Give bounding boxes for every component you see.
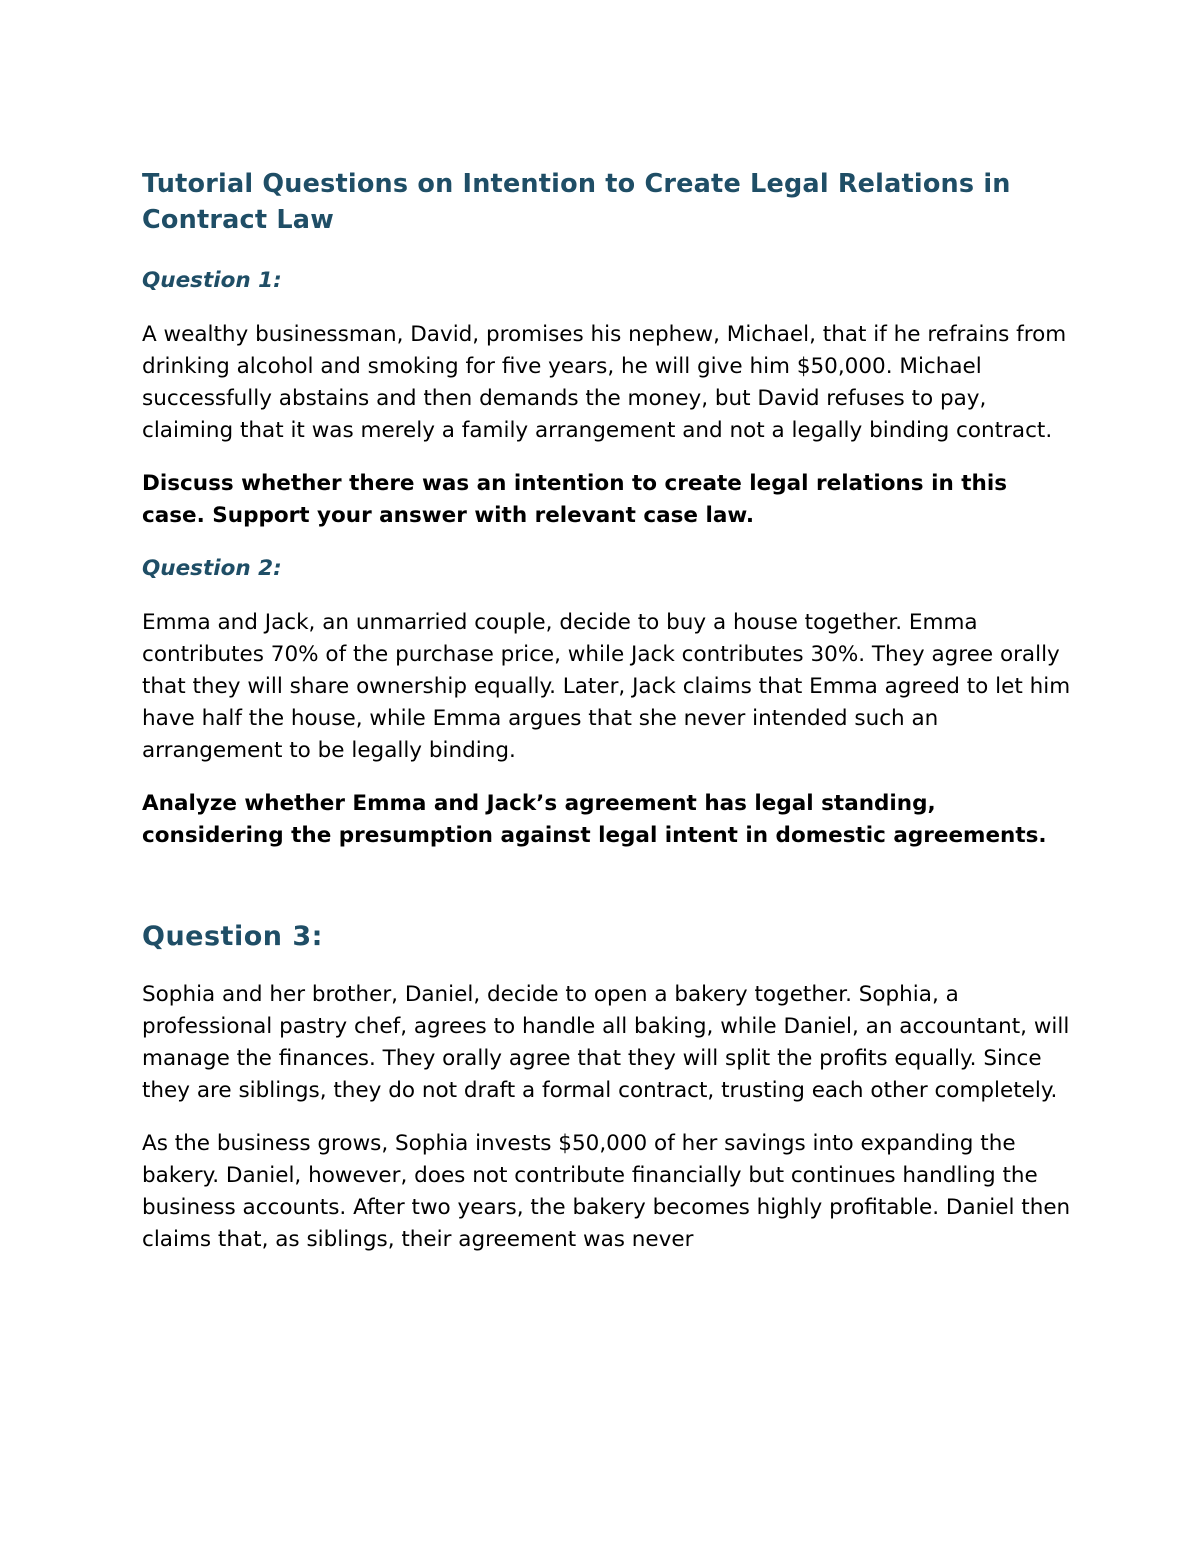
question-heading: Question 1:: [142, 268, 282, 293]
question-paragraph: A wealthy businessman, David, promises his nephew, Michael, that if he refrains from drinking alcohol and smoking for five years, he will give him $50,000. Michael successfully abstains and then demands the money, but David refuses to pay, claiming that it was merely a family arrangement and not a legally binding contract.: [142, 322, 1067, 443]
question-paragraph: Emma and Jack, an unmarried couple, decide to buy a house together. Emma contributes 70% of the purchase price, while Jack contributes 30%. They agree orally that they will share ownership equally. Later, Jack claims that Emma agreed to let him have half the house, while Emma argues that she never intended such an arrangement to be legally binding.: [142, 610, 1071, 763]
question-task: Discuss whether there was an intention to create legal relations in this case. Support your answer with relevant case law.: [142, 471, 1007, 528]
question-heading: Question 3:: [142, 921, 323, 952]
question-paragraph: Sophia and her brother, Daniel, decide to open a bakery together. Sophia, a professional pastry chef, agrees to handle all baking, while Daniel, an accountant, will manage the finances. They orally agree that they will split the profits equally. Since they are siblings, they do not draft a formal contract, trusting each other completely.: [142, 982, 1070, 1103]
document-title: Tutorial Questions on Intention to Create Legal Relations in Contract Law: [142, 169, 1011, 235]
question-3: [142, 917, 1072, 1256]
question-2: [142, 553, 1072, 852]
question-task: Analyze whether Emma and Jack’s agreement has legal standing, considering the presumption against legal intent in domestic agreements.: [142, 791, 1047, 848]
document-page: [142, 166, 1072, 1277]
section-spacer: [142, 873, 1072, 917]
question-paragraph: As the business grows, Sophia invests $50,000 of her savings into expanding the bakery. Daniel, however, does not contribute financially but continues handling the business accounts. After two years, the bakery becomes highly profitable. Daniel then claims that, as siblings, their agreement was never: [142, 1131, 1071, 1252]
question-1: [142, 265, 1072, 532]
question-heading: Question 2:: [142, 556, 282, 581]
